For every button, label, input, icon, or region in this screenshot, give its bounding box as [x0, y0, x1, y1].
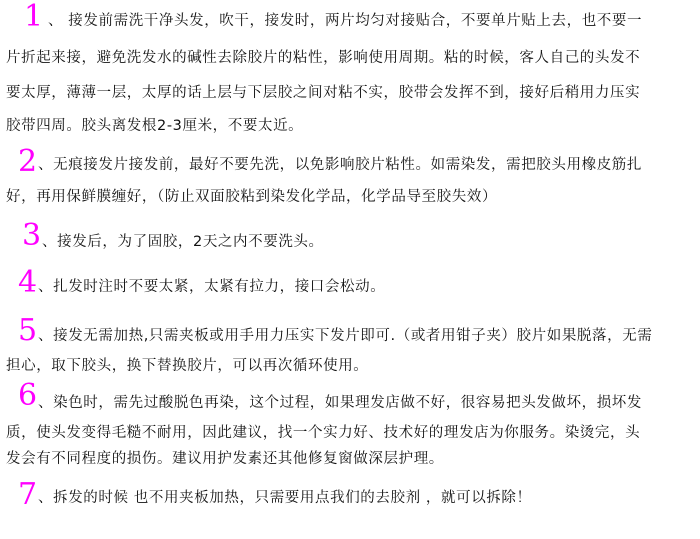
item-number: 3: [22, 218, 42, 253]
item-text-line: 片折起来接，避免洗发水的碱性去除胶片的粘性，影响使用周期。粘的时候，客人自己的头发不: [6, 50, 641, 66]
item-text-line: 质，使头发变得毛糙不耐用，因此建议，找一个实力好、技术好的理发店为你服务。染烫完，头: [6, 425, 641, 441]
item-number: 4: [18, 265, 38, 300]
item-number: 6: [18, 378, 38, 413]
item-number: 1: [24, 0, 44, 34]
item-text-line: 、接发后，为了固胶，2天之内不要洗头。: [42, 234, 324, 250]
item-text-line: 要太厚，薄薄一层，太厚的话上层与下层胶之间对粘不实，胶带会发挥不到，接好后稍用力压实: [6, 85, 641, 101]
item-text-line: 、扎发时注时不要太紧，太紧有拉力，接口会松动。: [38, 279, 386, 295]
item-text-line: 胶带四周。胶头离发根2-3厘米，不要太近。: [6, 118, 304, 134]
item-number: 5: [18, 313, 38, 348]
item-number: 2: [18, 144, 38, 179]
item-text-line: 、接发无需加热,只需夹板或用手用力压实下发片即可.（或者用钳子夹）胶片如果脱落，无需: [38, 328, 653, 344]
item-text-line: 、 接发前需洗干净头发，吹干，接发时，两片均匀对接贴合，不要单片贴上去，也不要一: [48, 13, 643, 29]
item-text-line: 、染色时，需先过酸脱色再染，这个过程，如果理发店做不好，很容易把头发做坏，损坏发: [38, 395, 642, 411]
item-number: 7: [18, 477, 38, 512]
item-text-line: 、无痕接发片接发前，最好不要先洗，以免影响胶片粘性。如需染发，需把胶头用橡皮筋扎: [38, 157, 642, 173]
item-text-line: 发会有不同程度的损伤。建议用护发素还其他修复窗做深层护理。: [6, 451, 444, 467]
item-text-line: 担心，取下胶头，换下替换胶片，可以再次循环使用。: [6, 358, 369, 374]
item-text-line: 好，再用保鲜膜缠好，（防止双面胶粘到染发化学品，化学品导至胶失效）: [6, 189, 498, 205]
item-text-line: 、拆发的时候 也不用夹板加热，只需要用点我们的去胶剂 ，就可以拆除！: [38, 490, 532, 506]
